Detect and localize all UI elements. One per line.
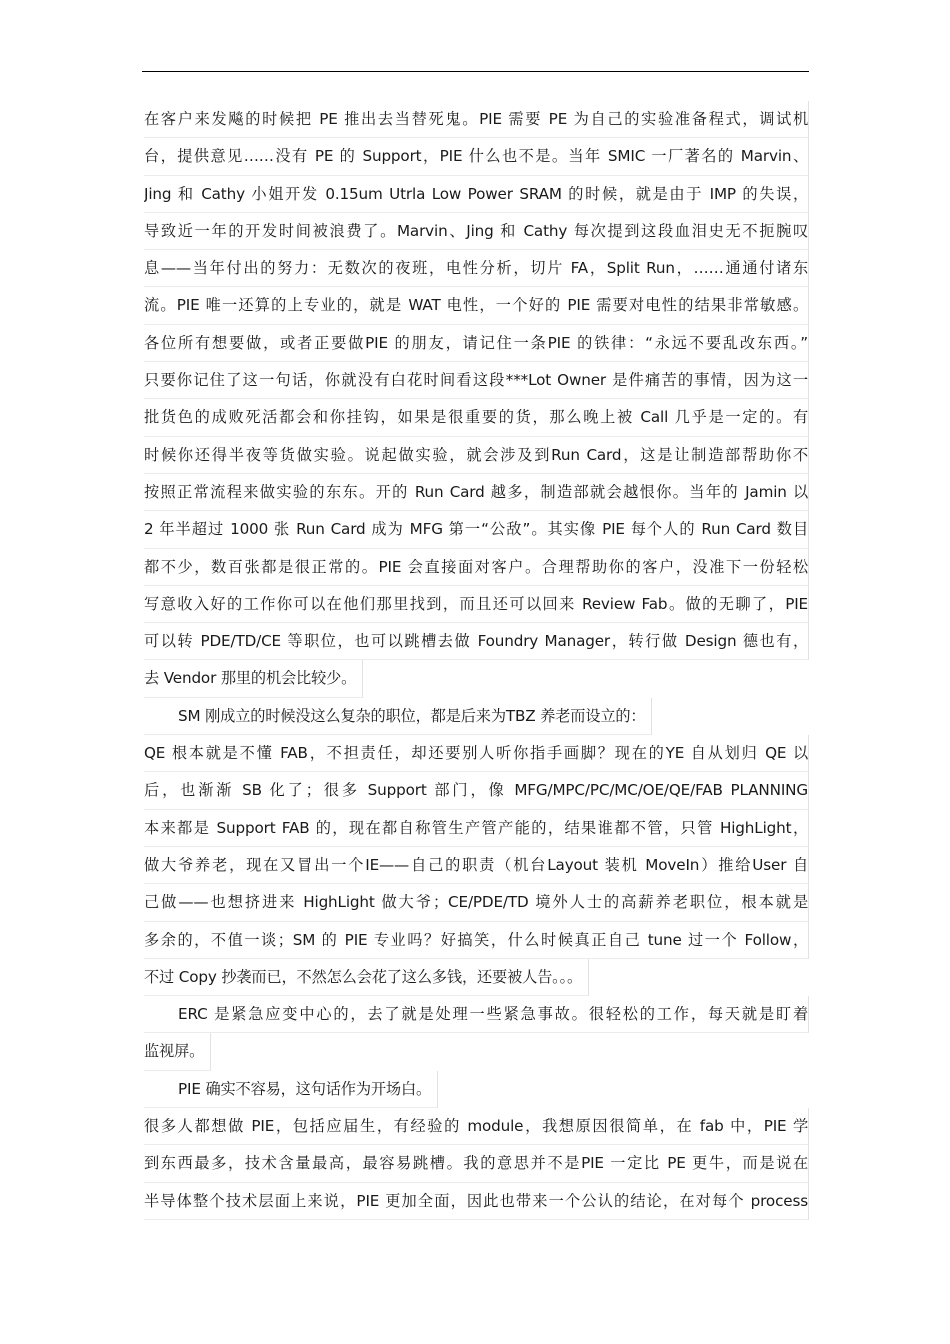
- text-line: 做大爷养老，现在又冒出一个IE——自己的职责（机台Layout 装机 MoveIn）推给User 自: [144, 847, 809, 884]
- text-line: 流。PIE 唯一还算的上专业的，就是 WAT 电性，一个好的 PIE 需要对电性的结果非常敏感。: [144, 287, 809, 324]
- text-line: 导致近一年的开发时间被浪费了。Marvin、Jing 和 Cathy 每次提到这段血泪史无不扼腕叹: [144, 213, 809, 250]
- text-line: 只要你记住了这一句话，你就没有白花时间看这段***Lot Owner 是件痛苦的事情，因为这一: [144, 362, 809, 399]
- text-line: 后，也渐渐 SB 化了；很多 Support 部门，像 MFG/MPC/PC/MC/OE/QE/FAB PLANNING: [144, 772, 809, 809]
- text-line: Jing 和 Cathy 小姐开发 0.15um Utrla Low Power SRAM 的时候，就是由于 IMP 的失误，: [144, 176, 809, 213]
- document-body: [144, 101, 809, 1220]
- text-line: 台，提供意见……没有 PE 的 Support，PIE 什么也不是。当年 SMIC 一厂著名的 Marvin、: [144, 138, 809, 175]
- text-line: 可以转 PDE/TD/CE 等职位，也可以跳槽去做 Foundry Manager，转行做 Design 德也有，: [144, 623, 809, 660]
- text-line: 半导体整个技术层面上来说，PIE 更加全面，因此也带来一个公认的结论，在对每个 process: [144, 1183, 809, 1220]
- text-line: 都不少，数百张都是很正常的。PIE 会直接面对客户。合理帮助你的客户，没准下一份轻松: [144, 549, 809, 586]
- text-line: 息——当年付出的努力：无数次的夜班，电性分析，切片 FA，Split Run，……通通付诸东: [144, 250, 809, 287]
- text-line: 很多人都想做 PIE，包括应届生，有经验的 module，我想原因很简单，在 fab 中，PIE 学: [144, 1108, 809, 1145]
- text-line: SM 刚成立的时候没这么复杂的职位，都是后来为TBZ 养老而设立的：: [144, 698, 652, 735]
- text-line: QE 根本就是不懂 FAB，不担责任，却还要别人听你指手画脚？现在的YE 自从划归 QE 以: [144, 735, 809, 772]
- text-line: 各位所有想要做，或者正要做PIE 的朋友，请记住一条PIE 的铁律：“永远不要乱改东西。”: [144, 325, 809, 362]
- text-line: 时候你还得半夜等货做实验。说起做实验，就会涉及到Run Card，这是让制造部帮助你不: [144, 437, 809, 474]
- text-line: 到东西最多，技术含量最高，最容易跳槽。我的意思并不是PIE 一定比 PE 更牛，而是说在: [144, 1145, 809, 1182]
- text-line: 己做——也想挤进来 HighLight 做大爷；CE/PDE/TD 境外人士的高薪养老职位，根本就是: [144, 884, 809, 921]
- text-line: 2 年半超过 1000 张 Run Card 成为 MFG 第一“公敌”。其实像 PIE 每个人的 Run Card 数目: [144, 511, 809, 548]
- text-line: 在客户来发飚的时候把 PE 推出去当替死鬼。PIE 需要 PE 为自己的实验准备程式，调试机: [144, 101, 809, 138]
- header-rule: [142, 71, 809, 72]
- text-line: 按照正常流程来做实验的东东。开的 Run Card 越多，制造部就会越恨你。当年的 Jamin 以: [144, 474, 809, 511]
- text-line: PIE 确实不容易，这句话作为开场白。: [144, 1071, 438, 1108]
- text-line: 监视屏。: [144, 1033, 211, 1070]
- text-line: 写意收入好的工作你可以在他们那里找到，而且还可以回来 Review Fab。做的无聊了，PIE: [144, 586, 809, 623]
- text-line: 批货色的成败死活都会和你挂钩，如果是很重要的货，那么晚上被 Call 几乎是一定的。有: [144, 399, 809, 436]
- text-line: ERC 是紧急应变中心的，去了就是处理一些紧急事故。很轻松的工作，每天就是盯着: [144, 996, 809, 1033]
- text-line: 去 Vendor 那里的机会比较少。: [144, 660, 363, 697]
- text-line: 本来都是 Support FAB 的，现在都自称管生产管产能的，结果谁都不管，只管 HighLight，: [144, 810, 809, 847]
- text-line: 多余的，不值一谈；SM 的 PIE 专业吗？好搞笑，什么时候真正自己 tune 过一个 Follow，: [144, 922, 809, 959]
- text-line: 不过 Copy 抄袭而已，不然怎么会花了这么多钱，还要被人告。。。: [144, 959, 589, 996]
